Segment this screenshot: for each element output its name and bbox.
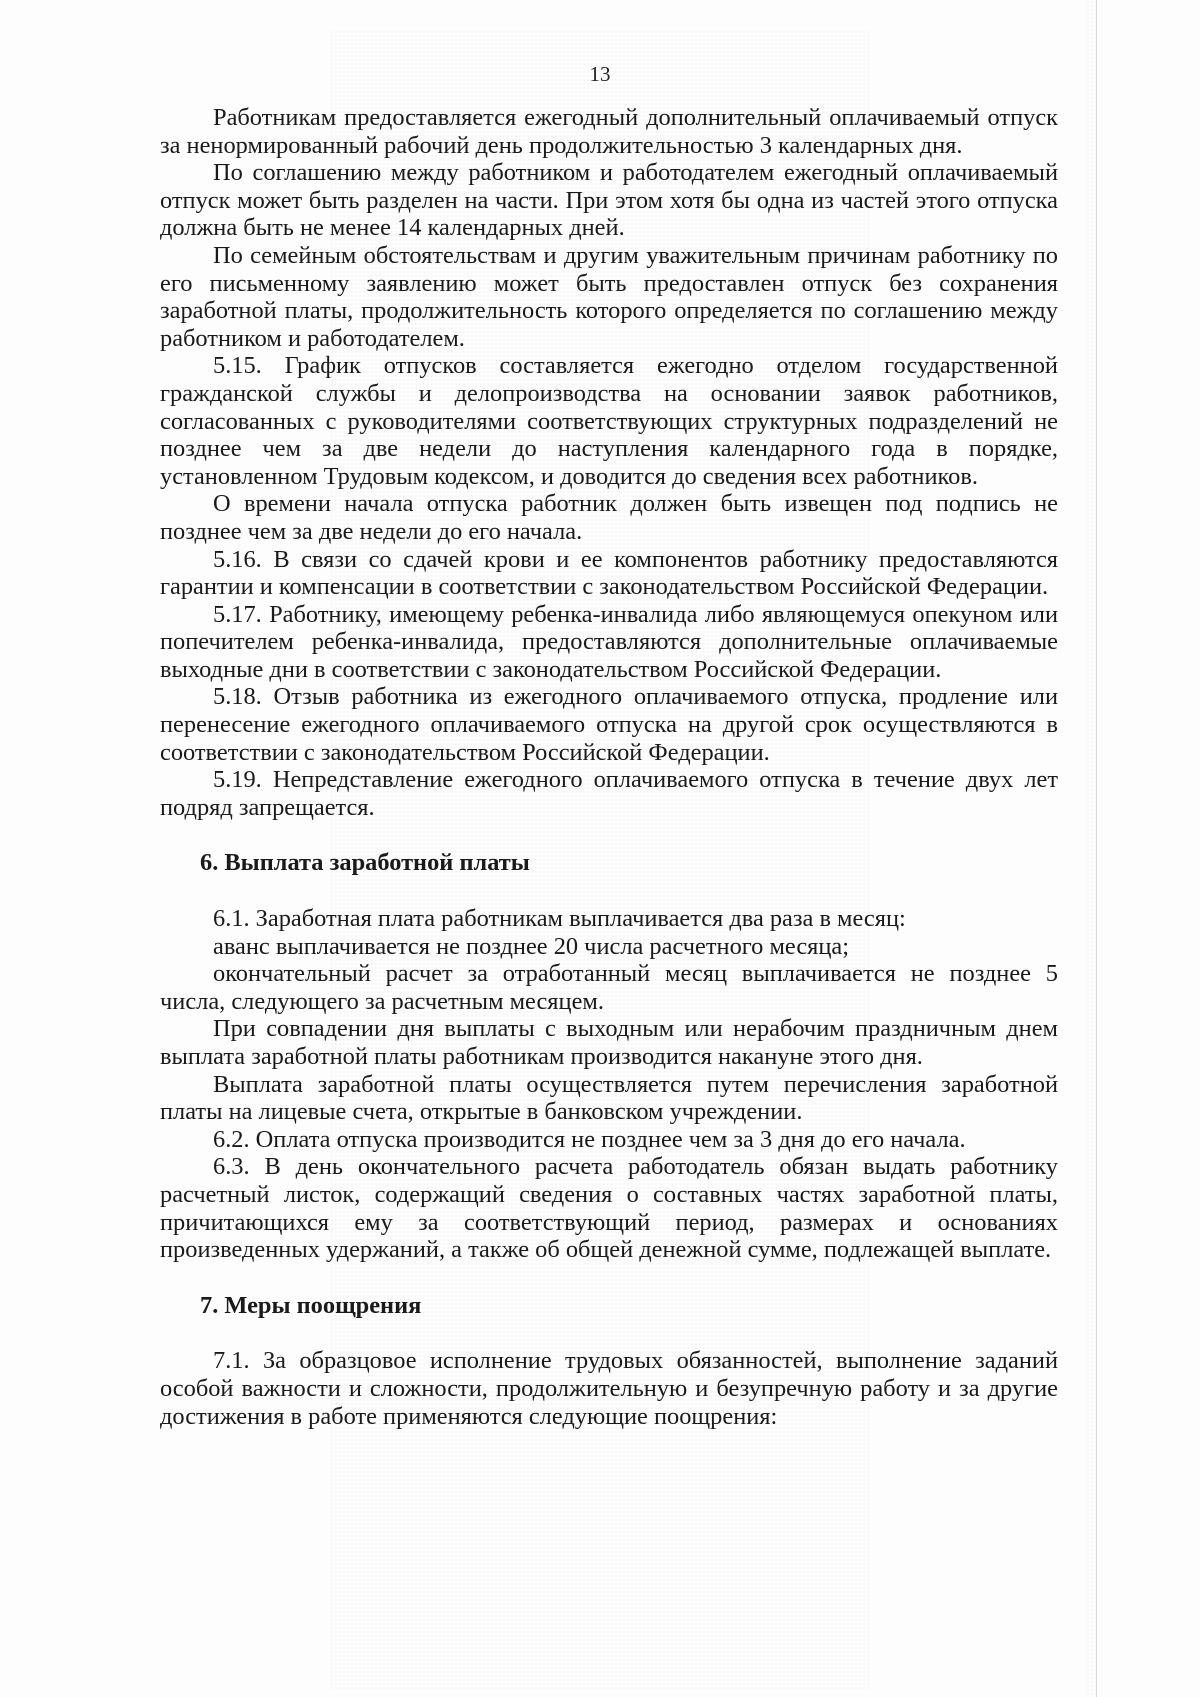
scan-noise-edge (1086, 0, 1096, 1697)
paragraph-5-16: 5.16. В связи со сдачей крови и ее компонентов работнику предоставляются гарантии и компенсации в соответствии с законодательством Российской Федерации. (160, 545, 1058, 601)
paragraph: При совпадении дня выплаты с выходным или нерабочим праздничным днем выплата заработной платы работникам производится накануне этого дня. (160, 1015, 1058, 1070)
scan-edge-line (1096, 0, 1097, 1697)
page-number: 13 (589, 62, 611, 86)
paragraph: окончательный расчет за отработанный месяц выплачивается не позднее 5 числа, следующего за расчетным месяцем. (160, 960, 1058, 1015)
paragraph-5-18: 5.18. Отзыв работника из ежегодного оплачиваемого отпуска, продление или перенесение ежегодного оплачиваемого отпуска на другой срок осуществляются в соответствии с законодательством Российской Федерации. (160, 683, 1058, 766)
document-body (160, 104, 1058, 1430)
section-6-heading: 6. Выплата заработной платы (200, 849, 530, 877)
section-7-heading: 7. Меры поощрения (200, 1291, 422, 1319)
paragraph: аванс выплачивается не позднее 20 числа расчетного месяца; (213, 932, 850, 960)
paragraph: По соглашению между работником и работодателем ежегодный оплачиваемый отпуск может быть разделен на части. При этом хотя бы одна из частей этого отпуска должна быть не менее 14 календарных дней. (160, 159, 1058, 242)
paragraph-5-19: 5.19. Непредставление ежегодного оплачиваемого отпуска в течение двух лет подряд запрещается. (160, 766, 1058, 821)
paragraph-6-3: 6.3. В день окончательного расчета работодатель обязан выдать работнику расчетный листок, содержащий сведения о составных частях заработной платы, причитающихся ему за соответствующий период, размерах и основаниях произведенных удержаний, а также об общей денежной сумме, подлежащей выплате. (160, 1153, 1058, 1264)
paragraph-6-1: 6.1. Заработная плата работникам выплачивается два раза в месяц: (213, 905, 906, 933)
paragraph: Выплата заработной платы осуществляется путем перечисления заработной платы на лицевые счета, открытые в банковском учреждении. (160, 1070, 1058, 1126)
paragraph-7-1: 7.1. За образцовое исполнение трудовых обязанностей, выполнение заданий особой важности и сложности, продолжительную и безупречную работу и за другие достижения в работе применяются следующие поощрения: (160, 1347, 1058, 1430)
paragraph-5-15: 5.15. График отпусков составляется ежегодно отделом государственной гражданской службы и делопроизводства на основании заявок работников, согласованных с руководителями соответствующих структурных подразделений не позднее чем за две недели до наступления календарного года в порядке, установленном Трудовым кодексом, и доводится до сведения всех работников. (160, 352, 1058, 490)
paragraph: Работникам предоставляется ежегодный дополнительный оплачиваемый отпуск за ненормированный рабочий день продолжительностью 3 календарных дня. (160, 104, 1058, 159)
paragraph-5-17: 5.17. Работнику, имеющему ребенка-инвалида либо являющемуся опекуном или попечителем ребенка-инвалида, предоставляются дополнительные оплачиваемые выходные дни в соответствии с законодательством Российской Федерации. (160, 600, 1058, 683)
paragraph: По семейным обстоятельствам и другим уважительным причинам работнику по его письменному заявлению может быть предоставлен отпуск без сохранения заработной платы, продолжительность которого определяется по соглашению между работником и работодателем. (160, 241, 1058, 352)
paragraph-6-2: 6.2. Оплата отпуска производится не позднее чем за 3 дня до его начала. (213, 1125, 966, 1153)
paragraph: О времени начала отпуска работник должен быть извещен под подпись не позднее чем за две недели до его начала. (160, 490, 1058, 545)
